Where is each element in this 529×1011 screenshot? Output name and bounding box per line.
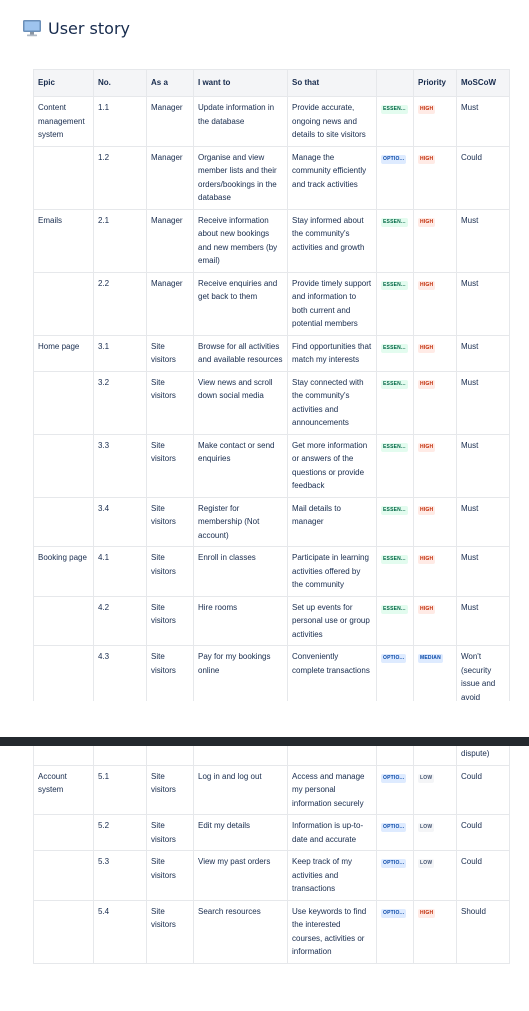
cell-no: 3.3 — [94, 434, 147, 497]
priority-lozenge: LOW — [420, 824, 433, 830]
page-title: User story — [48, 18, 130, 38]
cell-status — [377, 371, 414, 434]
priority-lozenge: HIGH — [420, 443, 434, 450]
cell-as-a: Manager — [147, 272, 194, 335]
cell-priority — [414, 646, 457, 702]
cell-priority — [414, 765, 457, 815]
cell-epic: Content management system — [34, 97, 94, 147]
table-row — [34, 146, 510, 209]
user-story-table-continued — [33, 746, 510, 964]
status-lozenge: OPTIO... — [383, 655, 405, 661]
cell-priority — [414, 851, 457, 901]
cell-priority — [414, 900, 457, 963]
header-no: No. — [94, 70, 147, 97]
cell-status — [377, 746, 414, 765]
cell-epic: Account system — [34, 765, 94, 815]
cell-epic — [34, 434, 94, 497]
table-row — [34, 97, 510, 147]
page-title-row — [22, 18, 130, 38]
cell-no: 2.2 — [94, 272, 147, 335]
table-header-row — [34, 70, 510, 97]
cell-as-a: Site visitors — [147, 434, 194, 497]
cell-no: 5.4 — [94, 900, 147, 963]
table-row — [34, 815, 510, 851]
cell-epic: Home page — [34, 335, 94, 371]
cell-moscow: Must — [457, 371, 510, 434]
cell-status — [377, 851, 414, 901]
status-lozenge: OPTIO... — [383, 909, 405, 916]
cell-as-a: Site visitors — [147, 646, 194, 702]
cell-priority — [414, 272, 457, 335]
cell-moscow: Could — [457, 815, 510, 851]
cell-so-that: Keep track of my activities and transactions — [288, 851, 377, 901]
cell-want: Receive enquiries and get back to them — [194, 272, 288, 335]
table-row — [34, 547, 510, 597]
cell-epic: Emails — [34, 209, 94, 272]
cell-status — [377, 900, 414, 963]
cell-as-a: Site visitors — [147, 596, 194, 646]
cell-no: 3.1 — [94, 335, 147, 371]
status-lozenge: OPTIO... — [383, 860, 405, 866]
cell-no — [94, 746, 147, 765]
cell-so-that: Stay connected with the community's activities and announcements — [288, 371, 377, 434]
cell-status — [377, 335, 414, 371]
cell-moscow: Must — [457, 97, 510, 147]
cell-as-a: Site visitors — [147, 547, 194, 597]
priority-lozenge: HIGH — [420, 106, 434, 112]
cell-so-that: Find opportunities that match my interests — [288, 335, 377, 371]
cell-want: View my past orders — [194, 851, 288, 901]
header-so-that: So that — [288, 70, 377, 97]
cell-want: Receive information about new bookings and new members (by email) — [194, 209, 288, 272]
status-lozenge: ESSEN... — [383, 506, 406, 513]
header-as-a: As a — [147, 70, 194, 97]
table-row — [34, 272, 510, 335]
cell-no: 4.3 — [94, 646, 147, 702]
header-priority: Priority — [414, 70, 457, 97]
cell-status — [377, 272, 414, 335]
cell-want — [194, 746, 288, 765]
status-lozenge: ESSEN... — [383, 344, 406, 351]
cell-moscow: Must — [457, 209, 510, 272]
cell-epic: Booking page — [34, 547, 94, 597]
cell-epic — [34, 851, 94, 901]
cell-priority — [414, 434, 457, 497]
cell-as-a: Site visitors — [147, 765, 194, 815]
computer-icon — [22, 18, 42, 38]
priority-lozenge: HIGH — [420, 909, 434, 916]
cell-as-a: Site visitors — [147, 371, 194, 434]
priority-lozenge: HIGH — [420, 155, 434, 162]
cell-so-that: Conveniently complete transactions — [288, 646, 377, 702]
table-row — [34, 434, 510, 497]
status-lozenge: OPTIO... — [383, 155, 405, 162]
cell-want: Register for membership (Not account) — [194, 497, 288, 547]
cell-epic — [34, 146, 94, 209]
cell-moscow: Must — [457, 272, 510, 335]
cell-priority — [414, 497, 457, 547]
cell-moscow: Must — [457, 335, 510, 371]
table-row — [34, 851, 510, 901]
cell-status — [377, 146, 414, 209]
cell-status — [377, 596, 414, 646]
cell-epic — [34, 272, 94, 335]
cell-moscow: Must — [457, 497, 510, 547]
cell-status — [377, 434, 414, 497]
status-lozenge: ESSEN... — [383, 605, 406, 612]
cell-priority — [414, 209, 457, 272]
cell-as-a: Site visitors — [147, 900, 194, 963]
cell-so-that — [288, 746, 377, 765]
cell-moscow: Could — [457, 765, 510, 815]
cell-epic — [34, 596, 94, 646]
status-lozenge: ESSEN... — [383, 443, 406, 450]
priority-lozenge: HIGH — [420, 380, 434, 387]
priority-lozenge: HIGH — [420, 344, 434, 351]
cell-want: View news and scroll down social media — [194, 371, 288, 434]
status-lozenge: ESSEN... — [383, 556, 406, 562]
cell-so-that: Provide timely support and information to both current and potential members — [288, 272, 377, 335]
table-row — [34, 900, 510, 963]
cell-want: Pay for my bookings online — [194, 646, 288, 702]
cell-status — [377, 547, 414, 597]
cell-as-a: Site visitors — [147, 497, 194, 547]
status-lozenge: OPTIO... — [383, 824, 405, 830]
status-lozenge: ESSEN... — [383, 106, 406, 112]
cell-status — [377, 815, 414, 851]
cell-so-that: Information is up-to-date and accurate — [288, 815, 377, 851]
cell-so-that: Use keywords to find the interested courses, activities or information — [288, 900, 377, 963]
cell-epic — [34, 746, 94, 765]
cell-priority — [414, 746, 457, 765]
priority-lozenge: HIGH — [420, 605, 434, 612]
priority-lozenge: LOW — [420, 774, 433, 781]
cell-want: Hire rooms — [194, 596, 288, 646]
cell-moscow: dispute) — [457, 746, 510, 765]
priority-lozenge: HIGH — [420, 556, 434, 562]
table-row — [34, 765, 510, 815]
cell-no: 2.1 — [94, 209, 147, 272]
cell-as-a: Site visitors — [147, 335, 194, 371]
table-row — [34, 596, 510, 646]
cell-no: 1.1 — [94, 97, 147, 147]
cell-moscow: Must — [457, 434, 510, 497]
cell-priority — [414, 815, 457, 851]
cell-as-a: Manager — [147, 146, 194, 209]
header-moscow: MoSCoW — [457, 70, 510, 97]
table-row — [34, 646, 510, 702]
cell-no: 4.2 — [94, 596, 147, 646]
cell-want: Browse for all activities and available resources — [194, 335, 288, 371]
cell-moscow: Could — [457, 851, 510, 901]
cell-status — [377, 497, 414, 547]
cell-moscow: Must — [457, 596, 510, 646]
cell-want: Update information in the database — [194, 97, 288, 147]
cell-want: Make contact or send enquiries — [194, 434, 288, 497]
cell-so-that: Stay informed about the community's activities and growth — [288, 209, 377, 272]
cell-status — [377, 97, 414, 147]
user-story-table — [33, 69, 510, 701]
cell-moscow: Should — [457, 900, 510, 963]
cell-so-that: Access and manage my personal information securely — [288, 765, 377, 815]
cell-so-that: Set up events for personal use or group activities — [288, 596, 377, 646]
cell-epic — [34, 815, 94, 851]
cell-so-that: Get more information or answers of the questions or provide feedback — [288, 434, 377, 497]
cell-want: Enroll in classes — [194, 547, 288, 597]
cell-no: 3.4 — [94, 497, 147, 547]
priority-lozenge: HIGH — [420, 218, 434, 225]
header-status — [377, 70, 414, 97]
cell-no: 5.1 — [94, 765, 147, 815]
table-row — [34, 497, 510, 547]
cell-moscow: Could — [457, 146, 510, 209]
page-break-separator — [0, 737, 529, 746]
cell-no: 3.2 — [94, 371, 147, 434]
header-i-want-to: I want to — [194, 70, 288, 97]
cell-epic — [34, 900, 94, 963]
cell-as-a — [147, 746, 194, 765]
cell-priority — [414, 97, 457, 147]
cell-priority — [414, 146, 457, 209]
status-lozenge: ESSEN... — [383, 218, 406, 225]
table-row — [34, 371, 510, 434]
cell-epic — [34, 371, 94, 434]
table-row — [34, 335, 510, 371]
cell-so-that: Participate in learning activities offered by the community — [288, 547, 377, 597]
table-page-2 — [0, 746, 529, 1011]
priority-lozenge: HIGH — [420, 281, 434, 288]
cell-want: Search resources — [194, 900, 288, 963]
cell-want: Organise and view member lists and their orders/bookings in the database — [194, 146, 288, 209]
cell-priority — [414, 335, 457, 371]
cell-want: Log in and log out — [194, 765, 288, 815]
status-lozenge: ESSEN... — [383, 281, 406, 288]
priority-lozenge: HIGH — [420, 506, 434, 513]
cell-so-that: Manage the community efficiently and track activities — [288, 146, 377, 209]
cell-moscow: Won't (security issue and avoid — [457, 646, 510, 702]
cell-priority — [414, 596, 457, 646]
cell-no: 1.2 — [94, 146, 147, 209]
table-row — [34, 746, 510, 765]
table-row — [34, 209, 510, 272]
cell-priority — [414, 371, 457, 434]
cell-want: Edit my details — [194, 815, 288, 851]
cell-as-a: Site visitors — [147, 851, 194, 901]
cell-no: 4.1 — [94, 547, 147, 597]
cell-so-that: Mail details to manager — [288, 497, 377, 547]
cell-so-that: Provide accurate, ongoing news and details to site visitors — [288, 97, 377, 147]
cell-no: 5.3 — [94, 851, 147, 901]
table-page-1 — [0, 64, 529, 701]
cell-no: 5.2 — [94, 815, 147, 851]
cell-status — [377, 765, 414, 815]
cell-priority — [414, 547, 457, 597]
cell-as-a: Site visitors — [147, 815, 194, 851]
priority-lozenge: LOW — [420, 860, 433, 866]
header-epic: Epic — [34, 70, 94, 97]
status-lozenge: ESSEN... — [383, 380, 406, 387]
cell-epic — [34, 497, 94, 547]
status-lozenge: OPTIO... — [383, 774, 405, 781]
cell-status — [377, 646, 414, 702]
cell-moscow: Must — [457, 547, 510, 597]
cell-status — [377, 209, 414, 272]
priority-lozenge: MEDIAN — [420, 655, 441, 661]
cell-epic — [34, 646, 94, 702]
cell-as-a: Manager — [147, 97, 194, 147]
cell-as-a: Manager — [147, 209, 194, 272]
